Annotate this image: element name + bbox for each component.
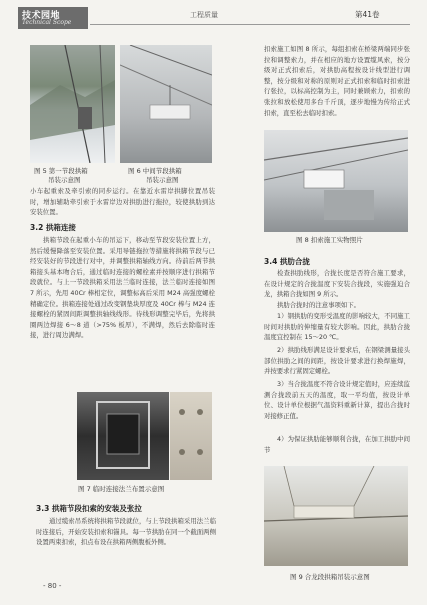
figure-7-detail-photo	[170, 392, 212, 480]
heading-3-3: 3.3 拱箱节段扣索的安装及张拉	[36, 504, 142, 513]
volume-label: 第41卷	[355, 10, 380, 19]
figure-6-caption: 图 6 中间节段拱箱	[128, 167, 182, 175]
figure-8-photo	[264, 130, 408, 232]
figure-7-illustration	[77, 392, 169, 480]
paragraph-3-4b: 拱肋合拢时的注意事项如下。	[277, 301, 361, 309]
heading-3-2: 3.2 拱箱连接	[30, 223, 76, 232]
figure-9-photo	[264, 466, 408, 566]
paragraph-3-3: 通过缆索吊系统将拱箱节段就位，与上节段拱箱采用法兰临时连接后，开始安装扣索和锚具。每一节拱肋在同一个截面两侧设置两束扣索，扣点布设在拱箱两侧腹板外侧。	[36, 517, 216, 547]
paragraph-3-4a: 检查拱肋线形，合拢长度是否符合施工要求，在设计规定的合拢温度下安装合拢段，实施强迫合龙，拱箱合拢如图 9 所示。	[264, 269, 410, 299]
figure-5-photo	[30, 45, 115, 163]
list-item-2: 2）拱肋线形满足设计要求后，在钢梁测量接头部位拱肋之间的间距，按设计要求进行换焊施焊，并按要求行紧固定螺栓。	[264, 346, 410, 376]
figure-5-caption: 图 5 第一节段拱箱	[34, 167, 88, 175]
figure-7-photo	[77, 392, 169, 480]
section-title: 技术园地	[22, 11, 61, 21]
figure-5-caption-line2: 吊装示意图	[48, 176, 81, 184]
paragraph-continued: 小车起重索及牵引索的同步运行。在靠近水雷岸拱脚位置吊装时，增加辅助牵引索于水雷岸边对拱肋进行拖拉，较使拱肋到达安装位置。	[30, 187, 215, 217]
magazine-name: 工程质量	[190, 11, 218, 19]
list-item-4: 4）为保证拱肋能够顺利合拢，在加工拱肋中间节	[264, 435, 410, 454]
figure-8-illustration	[264, 130, 408, 232]
figure-6-illustration	[120, 45, 212, 163]
paragraph-right-top: 扣索施工如图 8 所示，每组扣索在桥梁两端同步张拉和调整索力，并在相应的地方设置缆风索，按分级对正式扣索后，对拱肋高程按设计线型进行调整，按分级和对称的原则对正式扣索和临时扣索进行张拉，以标高控制为主，同时兼顾索力，扣索的张拉和放松使用多台千斤顶，逐步地慢为传给正式扣索，直至松去临时扣索。	[264, 45, 410, 117]
figure-6-photo	[120, 45, 212, 163]
figure-9-illustration	[264, 466, 408, 566]
list-item-3: 3）当合拢温度不符合设计规定值时，应连续监测合拢段前五天的温度，取一平均值，按设计单位、设计单位根据气温资料重新计算，提出合拢时对接修正值。	[264, 380, 410, 420]
figure-7-caption: 图 7 临时连接法兰布置示意图	[78, 485, 165, 493]
section-subtitle: Technical Scope	[22, 19, 72, 26]
header-divider	[90, 24, 410, 25]
figure-8-caption: 图 8 扣索施工实物照片	[296, 236, 363, 244]
paragraph-3-2: 拱箱节段在起重小车的吊运下，移动至节段安装位置上方，然后缓慢降落至安装位置。采用导链拖拉等措施将拱箱节段与已经安装好的节段进行对中，并调整拱箱轴线方向。待前后两节拱箱接头基本吻合后，通过临时连接的螺栓素并按顺序进行拱箱节段就位。与上一节段拱箱采用法兰临时连接，法兰临时连接如图 7 所示，先用 40Cr 棒相定位，调整标高后采用 M24 高强度螺栓精确定位。拱箱连接处通过改变钢垫块厚度及 40Cr 棒与 M24 连接螺栓的紧固间距调整拱轴线线形。待线形调整完毕后，先将拱圈两边焊接 6～8 道（>75% 板厚），不满焊，然后去除临时连接，进行周边满焊。	[30, 236, 215, 340]
page-number: - 80 -	[43, 582, 62, 590]
figure-9-caption: 图 9 合龙段拱箱吊装示意图	[290, 573, 370, 581]
heading-3-4: 3.4 拱肋合拢	[264, 257, 310, 266]
figure-7-detail-illustration	[170, 392, 212, 480]
figure-6-caption-line2: 吊装示意图	[146, 176, 179, 184]
list-item-1: 1）钢拱肋的变形受温度的影响较大，不同施工时间对拱肋的伸缩量有较大影响。因此，拱肋合拢温度宜控制在 15～20 ℃。	[264, 312, 410, 342]
figure-5-illustration	[30, 45, 115, 163]
